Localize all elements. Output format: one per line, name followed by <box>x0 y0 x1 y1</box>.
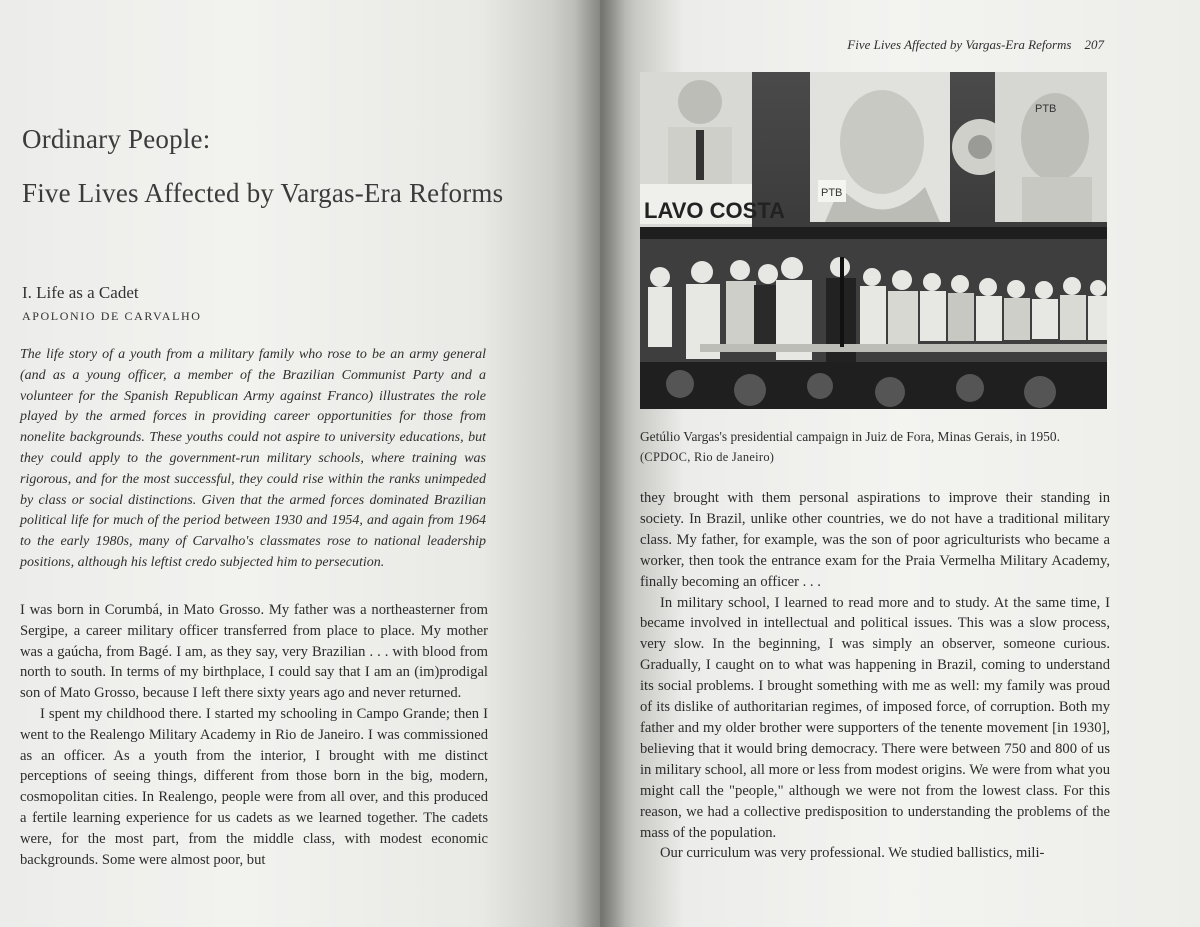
body-paragraph: Our curriculum was very professional. We studied ballistics, mili- <box>660 845 1045 862</box>
poster-label: PTB <box>1035 103 1057 115</box>
running-head-title: Five Lives Affected by Vargas-Era Reforms <box>847 37 1072 52</box>
running-head <box>847 37 1104 53</box>
railing <box>700 344 1107 352</box>
photo-illustration <box>640 72 1107 409</box>
body-paragraph: I spent my childhood there. I started my schooling in Campo Grande; then I went to the Realengo Military Academy in Rio de Janeiro. I was commissioned as an officer. As a youth from the interior, I brought with me distinct perceptions of seeing things, different from those born in the big, modern, cosmopolitan cities. In Realengo, people were from all over, and this produced a fertile learning experience for us cadets as we learned together. The cadets were, for the most part, from the middle class, with modest economic backgrounds. Some were almost poor, but <box>20 705 488 868</box>
section-heading: I. Life as a Cadet <box>22 283 139 302</box>
page-number: 207 <box>1084 37 1104 52</box>
campaign-photo <box>640 72 1107 409</box>
caption-text: Getúlio Vargas's presidential campaign in Juiz de Fora, Minas Gerais, in 1950. <box>640 429 1060 444</box>
poster-label: PTB <box>821 187 843 199</box>
author-name: APOLONIO DE CARVALHO <box>22 309 202 323</box>
right-page <box>600 0 1200 927</box>
body-paragraph: I was born in Corumbá, in Mato Grosso. My father was a northeasterner from Sergipe, a career military officer transferred from place to place. My mother was a gaúcha, from Bagé. I am, as they say, very Brazilian . . . with blood from north to south. In terms of my birthplace, I could say that I am an (im)prodigal son of Mato Grosso, because I left there sixty years ago and never returned. <box>20 602 488 702</box>
photo-caption <box>640 427 1120 467</box>
right-body-text <box>640 488 1110 864</box>
microphone-stand <box>840 257 844 347</box>
caption-credit: (CPDOC, Rio de Janeiro) <box>640 450 775 464</box>
chapter-title: Ordinary People: <box>22 124 211 154</box>
body-paragraph: they brought with them personal aspirations to improve their standing in society. In Brazil, unlike other countries, we do not have a traditional military class. My father, for example, was the son of poor agriculturists who became a worker, then took the entrance exam for the Praia Vermelha Military Academy, finally becoming an officer . . . <box>640 490 1110 590</box>
left-body-text <box>20 600 488 870</box>
poster-sign-text: LAVO COSTA <box>644 198 785 223</box>
chapter-subtitle: Five Lives Affected by Vargas-Era Reforms <box>22 178 504 208</box>
intro-paragraph: The life story of a youth from a military family who rose to be an army general (and as a young officer, a member of the Brazilian Communist Party and a volunteer for the Spanish Republican Army against Franco) illustrates the role played by the armed forces in providing career opportunities for those from nonelite backgrounds. These youths could not aspire to university educations, but they could apply to the government-run military schools, where training was rigorous, and for the most successful, they could rise within the ranks unimpeded by class or social distinctions. Given that the armed forces dominated Brazilian political life for much of the period between 1930 and 1954, and again from 1964 to the early 1980s, many of Carvalho's classmates rose to national leadership positions, although his leftist credo subjected him to persecution. <box>20 347 486 570</box>
body-paragraph: In military school, I learned to read more and to study. At the same time, I became involved in intellectual and political issues. This was a slow process, very slow. In the beginning, I was simply an observer, someone curious. Gradually, I caught on to what was happening in Brazil, coming to understand its social problems. I brought something with me as well: my family was proud of its dislike of authoritarian regimes, of imposed force, of corruption. Both my father and my older brother were supporters of the tenente movement [in 1930], believing that it would bring democracy. There were between 750 and 800 of us in military school, all more or less from modest origins. We were from what you might call the "people," although we were not from the lowest class. For this reason, we had a collective predisposition to understanding the problems of the mass of the population. <box>640 594 1110 841</box>
